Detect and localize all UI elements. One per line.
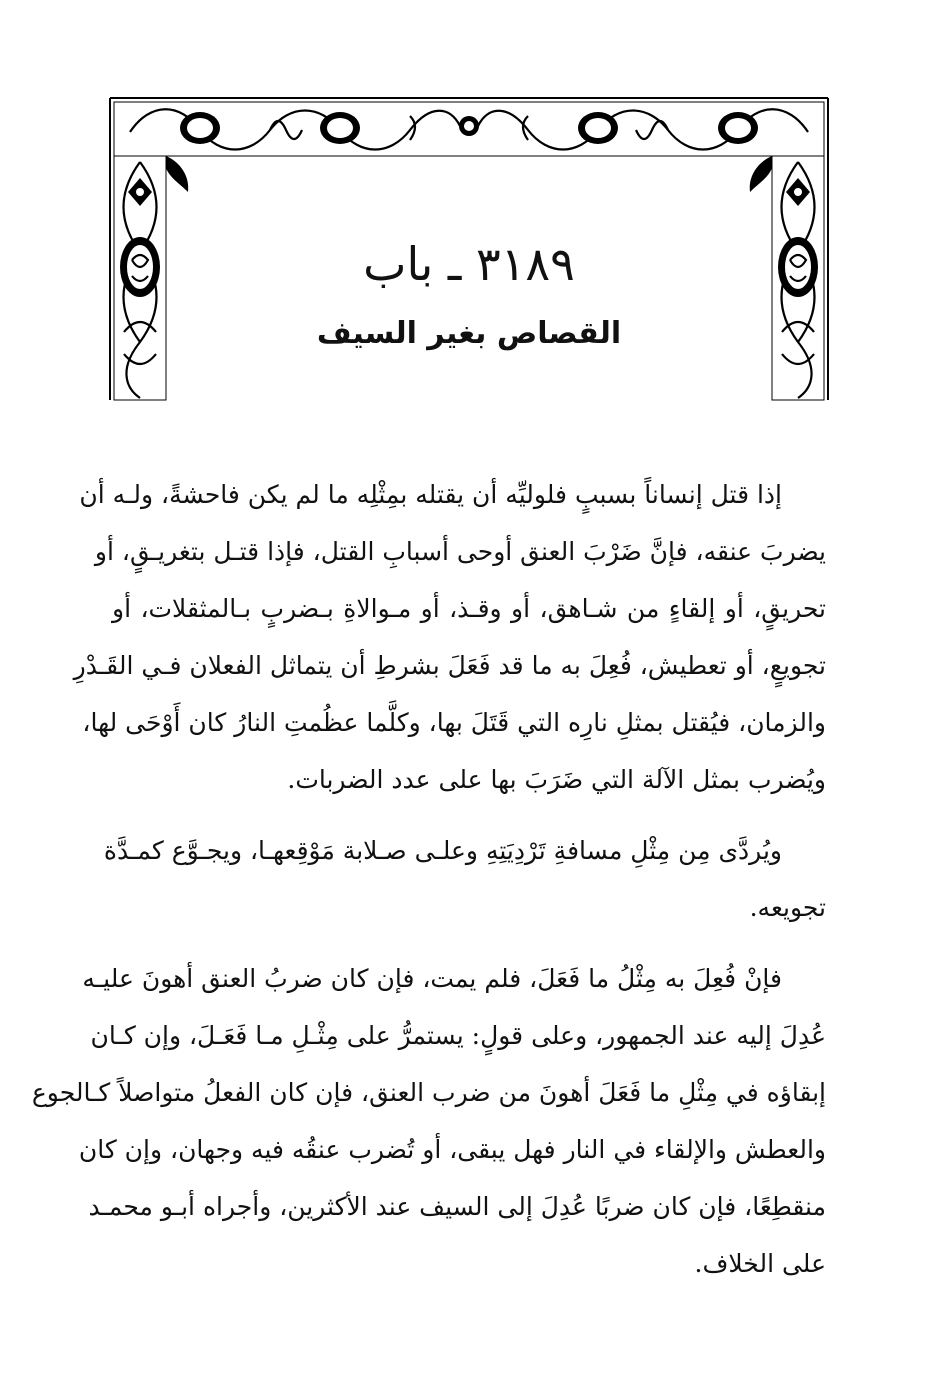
chapter-heading xyxy=(110,234,828,294)
paragraph-2 xyxy=(103,822,826,936)
text-line: إبقاؤه في مِثْلِ ما فَعَلَ أهونَ من ضرب العنق، فإن كان الفعلُ متواصلاً كـالجوع xyxy=(31,1078,826,1107)
chapter-number: ٣١٨٩ ـ xyxy=(447,237,575,291)
chapter-word: باب xyxy=(363,237,434,291)
text-line: منقطِعًا، فإن كان ضربًا عُدِلَ إلى السيف عند الأكثرين، وأجراه أبـو محمـد xyxy=(88,1192,826,1221)
text-line: تجويعٍ، أو تعطيش، فُعِلَ به ما قد فَعَلَ بشرطِ أن يتماثل الفعلان فـي القَـدْرِ xyxy=(73,651,826,680)
text-line: تجويعه. xyxy=(749,893,826,922)
text-line: والزمان، فيُقتل بمثلِ نارِه التي قَتَلَ بها، وكلَّما عظُمتِ النارُ كان أَوْحَى لها، xyxy=(82,708,826,737)
paragraph-3 xyxy=(31,950,826,1292)
text-line: يضربَ عنقه، فإنَّ ضَرْبَ العنق أوحى أسبابِ القتل، فإذا قتـل بتغريـقٍ، أو xyxy=(94,537,826,566)
text-line: عُدِلَ إليه عند الجمهور، وعلى قولٍ: يستمرُّ على مِثْـلِ مـا فَعَـلَ، وإن كـان xyxy=(90,1021,826,1050)
paragraph-1 xyxy=(73,466,826,808)
body-text xyxy=(31,466,826,1306)
text-line: تحريقٍ، أو إلقاءٍ من شـاهق، أو وقـذ، أو مـوالاةِ بـضربٍ بـالمثقلات، أو xyxy=(112,594,826,623)
text-line: على الخلاف. xyxy=(694,1249,826,1278)
text-line: والعطش والإلقاء في النار فهل يبقى، أو تُضرب عنقُه فيه وجهان، وإن كان xyxy=(78,1135,826,1164)
text-line: ويُضرب بمثل الآلة التي ضَرَبَ بها على عدد الضربات. xyxy=(287,765,826,794)
text-line: فإنْ فُعِلَ به مِثْلُ ما فَعَلَ، فلم يمت، فإن كان ضربُ العنق أهونَ عليـه xyxy=(82,964,782,993)
chapter-title: القصاص بغير السيف xyxy=(316,316,622,351)
text-line: إذا قتل إنساناً بسببٍ فلوليِّه أن يقتله بمِثْلِه ما لم يكن فاحشةً، ولـه أن xyxy=(79,480,782,509)
text-line: ويُردَّى مِن مِثْلِ مسافةِ تَرْدِيَتِهِ وعلـى صـلابة مَوْقِعهـا، ويجـوَّع كمـدَّة xyxy=(103,836,782,865)
